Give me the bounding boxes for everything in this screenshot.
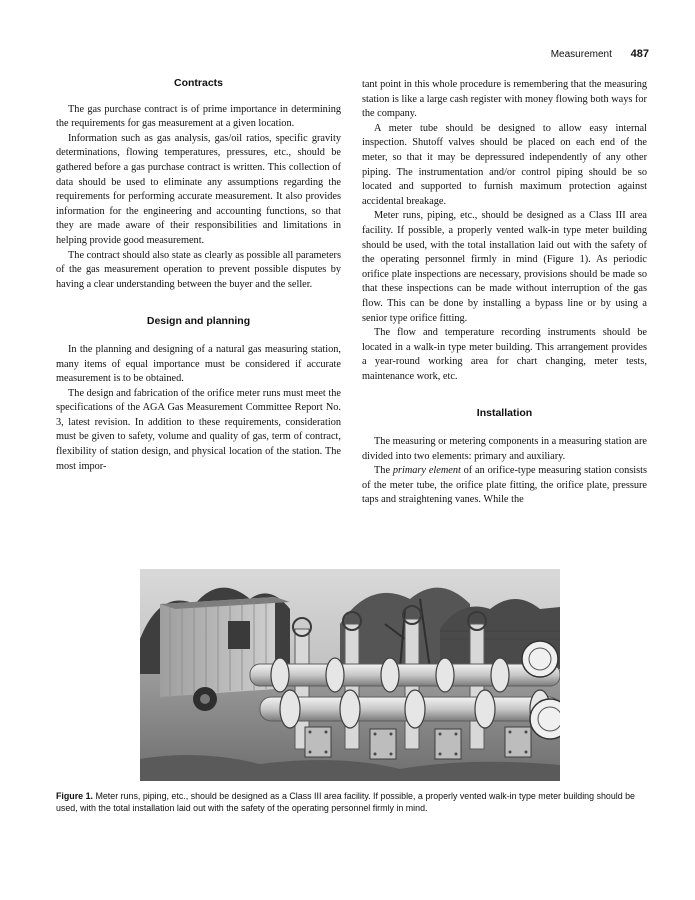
left-column xyxy=(56,76,341,474)
paragraph: The measuring or metering components in a measuring station are divided into two elements: primary and auxiliary. xyxy=(362,436,647,462)
figure-caption xyxy=(56,791,646,814)
heading-design-and-planning: Design and planning xyxy=(146,315,251,328)
paragraph: tant point in this whole procedure is remembering that the measuring station is like a large cash register with money flowing both ways for the company. xyxy=(362,79,647,120)
figure-caption-text: Meter runs, piping, etc., should be designed as a Class III area facility. If possible, a properly vented walk-in type meter building should be used, with the total installation laid out with the safety of the operating personnel firmly in mind. xyxy=(56,791,635,813)
text-run: The xyxy=(374,465,393,477)
heading-installation: Installation xyxy=(476,407,533,420)
paragraph: In the planning and designing of a natural gas measuring station, many items of equal importance must be considered if accurate measurement is to be obtained. xyxy=(56,343,341,385)
paragraph: Information such as gas analysis, gas/oil ratios, specific gravity determinations, flowing temperatures, pressures, etc., should be gathered before a gas purchase contract is written. This collection of data should be used to eliminate any assumptions regarding the requirements for performing accurate measurement. It also provides information for the engineering and accounting functions, so that they are made aware of their responsibilities and limitations in helping provide good measurement. xyxy=(56,132,341,246)
paragraph: The contract should also state as clearly as possible all parameters of the gas measurement operation to prevent possible disputes by having a clear understanding between the buyer and the seller. xyxy=(56,249,341,290)
meter-station-photo xyxy=(140,569,560,781)
right-column xyxy=(362,78,647,508)
paragraph: Meter runs, piping, etc., should be designed as a Class III area facility. If possible, a properly vented walk-in type meter building should be used, with the total installation laid out with the safety of the operating personnel firmly in mind (Figure 1). As periodic orifice plate inspections are necessary, provisions should be made so that these inspections can be made without interruption of the gas flow. This can be done by installing a bypass line or by using a senior type orifice fitting. xyxy=(362,210,647,324)
paragraph xyxy=(362,464,647,508)
paragraph: The gas purchase contract is of prime importance in determining the requirements for gas measurement at a given location. xyxy=(56,103,341,130)
figure-photo-meter-station xyxy=(140,569,560,781)
emphasis-primary-element: primary element xyxy=(392,465,461,477)
figure-label: Figure 1. xyxy=(56,791,93,801)
text-run: of an orifice-type measuring station consists of the meter tube, the orifice plate fitting, the orifice plate, pressure taps and straightening vanes. While the xyxy=(362,465,647,506)
paragraph: The design and fabrication of the orifice meter runs must meet the specifications of the AGA Gas Measurement Committee Report No. 3, latest revision. In addition to these requirements, consideration must be given to safety, volume and quality of gas, term of contract, flexibility of station design, and physical location of the station. The most impor- xyxy=(56,387,341,472)
running-header-section: Measurement xyxy=(550,49,612,60)
running-header xyxy=(551,48,649,60)
paragraph: A meter tube should be designed to allow easy internal inspection. Shutoff valves should be placed on each end of the meter, so that it may be depressured independently of any other piping. The instrumentation and/or control piping should be so located and supported to furnish maximum protection against accidental breakage. xyxy=(362,122,647,207)
page-number: 487 xyxy=(630,48,649,60)
heading-contracts: Contracts xyxy=(173,77,223,89)
paragraph: The flow and temperature recording instruments should be located in a walk-in type meter building. This arrangement provides a year-round working area for chart changing, meter tests, maintenance work, etc. xyxy=(362,327,647,382)
